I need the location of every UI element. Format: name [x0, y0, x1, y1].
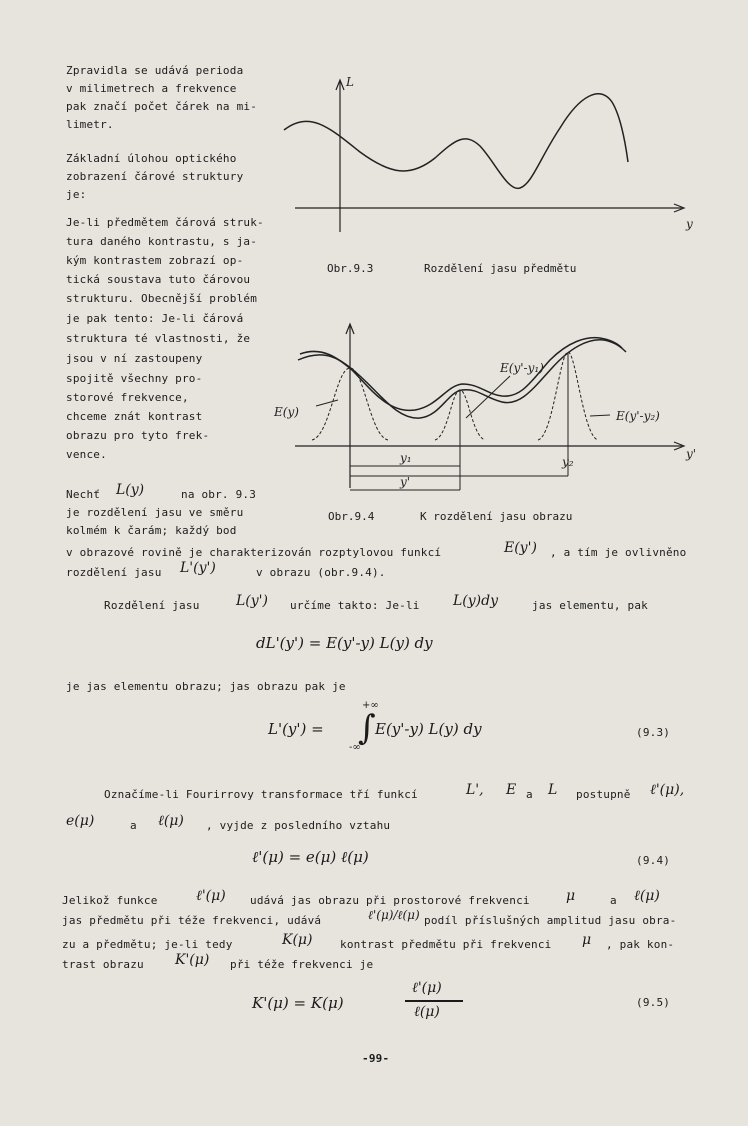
handwritten-function: L(y') — [236, 593, 268, 609]
text-fragment: , pak kon- — [606, 938, 675, 951]
figure-9-3 — [270, 70, 693, 240]
text-line: na obr. 9.3 — [181, 488, 257, 501]
text-line: Základní úlohou optického — [66, 152, 237, 165]
handwritten-function: ℓ(μ) — [158, 813, 184, 829]
text-line: obrazu pro tyto frek- — [66, 429, 210, 442]
equation-body: E(y'-y) L(y) dy — [375, 720, 482, 738]
handwritten-function: L'(y') — [180, 560, 216, 576]
handwritten-function: E — [506, 782, 517, 798]
text-fragment: jas elementu, pak — [532, 599, 648, 612]
figure-9-3-number: Obr.9.3 — [327, 262, 374, 275]
text-line: tická soustava tuto čárovou — [66, 273, 251, 286]
text-line: jsou v ní zastoupeny — [66, 352, 203, 365]
handwritten-function: K(μ) — [282, 932, 313, 948]
handwritten-function: L', — [466, 782, 484, 798]
text-fragment: a — [526, 788, 533, 801]
label-arrow-mid — [466, 376, 510, 418]
text-fragment: zu a předmětu; je-li tedy — [62, 938, 233, 951]
body-line: je jas elementu obrazu; jas obrazu pak je — [66, 680, 346, 693]
text-line: spojitě všechny pro- — [66, 372, 203, 385]
equation-number: (9.4) — [636, 854, 671, 867]
page-number: -99- — [362, 1052, 390, 1065]
equation-dl: dL'(y') = E(y'-y) L(y) dy — [256, 634, 433, 652]
object-curve — [298, 340, 626, 418]
text-line: pak značí počet čárek na mi- — [66, 100, 258, 113]
text-line: Je-li předmětem čárová struk- — [66, 216, 264, 229]
figure-9-4 — [270, 318, 700, 498]
equation-number: (9.3) — [636, 726, 671, 739]
axis-label-l: L — [346, 75, 354, 89]
integral-icon: ∫ — [358, 708, 376, 748]
equation-9-4: ℓ'(μ) = e(μ) ℓ(μ) — [252, 848, 369, 866]
text-fragment: Rozdělení jasu — [104, 599, 200, 612]
text-fragment: kontrast předmětu při frekvenci — [340, 938, 552, 951]
label-y1: y₁ — [400, 451, 412, 465]
text-line: je pak tento: Je-li čárová — [66, 312, 244, 325]
equation-number: (9.5) — [636, 996, 671, 1009]
handwritten-function: ℓ'(μ) — [196, 888, 226, 904]
fraction-numerator: ℓ'(μ) — [412, 980, 442, 996]
handwritten-function: e(μ) — [66, 813, 95, 829]
label-arrow-left — [316, 400, 338, 406]
text-line: strukturu. Obecnější problém — [66, 292, 258, 305]
text-line: je rozdělení jasu ve směru — [66, 506, 244, 519]
text-fragment: jas předmětu při téže frekvenci, udává — [62, 914, 322, 927]
text-fragment: určíme takto: Je-li — [290, 599, 420, 612]
figure-9-3-caption: Rozdělení jasu předmětu — [424, 262, 577, 275]
equation-lhs: K'(μ) = K(μ) — [252, 994, 344, 1012]
label-e-left: E(y) — [274, 405, 299, 419]
handwritten-function: ℓ(μ) — [634, 888, 660, 904]
text-fragment: , a tím je ovlivněno — [550, 546, 687, 559]
handwritten-function: L(y) — [116, 482, 145, 498]
text-line: limetr. — [66, 118, 114, 131]
handwritten-function: E(y') — [504, 540, 537, 556]
figure-9-4-caption: K rozdělení jasu obrazu — [420, 510, 573, 523]
text-line: storové frekvence, — [66, 391, 189, 404]
text-fragment: Jelikož funkce — [62, 894, 158, 907]
text-fragment: podíl příslušných amplitud jasu obra- — [424, 914, 677, 927]
figure-9-4-number: Obr.9.4 — [328, 510, 375, 523]
text-fragment: rozdělení jasu — [66, 566, 162, 579]
equation-lhs: L'(y') = — [268, 720, 324, 738]
axis-label-yprime: y' — [686, 447, 697, 461]
axis-label-y: y — [686, 217, 693, 231]
text-fragment: a — [610, 894, 617, 907]
text-fragment: udává jas obrazu při prostorové frekvenci — [250, 894, 530, 907]
text-line: chceme znát kontrast — [66, 410, 203, 423]
text-fragment: postupně — [576, 788, 631, 801]
handwritten-function: μ — [566, 888, 576, 904]
text-fragment: trast obrazu — [62, 958, 144, 971]
brightness-curve — [284, 94, 628, 189]
text-line: kým kontrastem zobrazí op- — [66, 254, 244, 267]
fraction-denominator: ℓ(μ) — [414, 1004, 440, 1020]
text-fragment: Označíme-li Fourirrovy transformace tří funkcí — [104, 788, 418, 801]
text-line: je: — [66, 188, 87, 201]
text-fragment: při téže frekvenci je — [230, 958, 374, 971]
label-e-right: E(y'-y₂) — [616, 409, 660, 423]
fraction-bar — [405, 1000, 463, 1002]
text-line: Nechť — [66, 488, 101, 501]
text-line: vence. — [66, 448, 107, 461]
text-line: zobrazení čárové struktury — [66, 170, 244, 183]
label-y2: y₂ — [562, 455, 574, 469]
text-fragment: a — [130, 819, 137, 832]
handwritten-function: ℓ'(μ), — [650, 782, 685, 798]
handwritten-function: L — [548, 782, 558, 798]
label-e-mid: E(y'-y₁) — [500, 361, 544, 375]
handwritten-function: μ — [582, 932, 592, 948]
text-line: tura daného kontrastu, s ja- — [66, 235, 258, 248]
text-line: kolmém k čarám; každý bod — [66, 524, 237, 537]
label-yprime: y' — [400, 475, 411, 489]
text-fragment: v obrazu (obr.9.4). — [256, 566, 386, 579]
inline-fraction: ℓ'(μ)/ℓ(μ) — [368, 908, 420, 922]
text-line: struktura té vlastnosti, že — [66, 332, 251, 345]
handwritten-function: L(y)dy — [453, 593, 499, 609]
text-fragment: v obrazové rovině je charakterizován rozptylovou funkcí — [66, 546, 442, 559]
text-fragment: , vyjde z posledního vztahu — [206, 819, 391, 832]
handwritten-function: K'(μ) — [175, 952, 210, 968]
integral-upper: +∞ — [362, 700, 379, 711]
label-arrow-right — [590, 415, 610, 416]
integral-lower: -∞ — [349, 742, 361, 753]
text-line: v milimetrech a frekvence — [66, 82, 237, 95]
text-line: Zpravidla se udává perioda — [66, 64, 244, 77]
